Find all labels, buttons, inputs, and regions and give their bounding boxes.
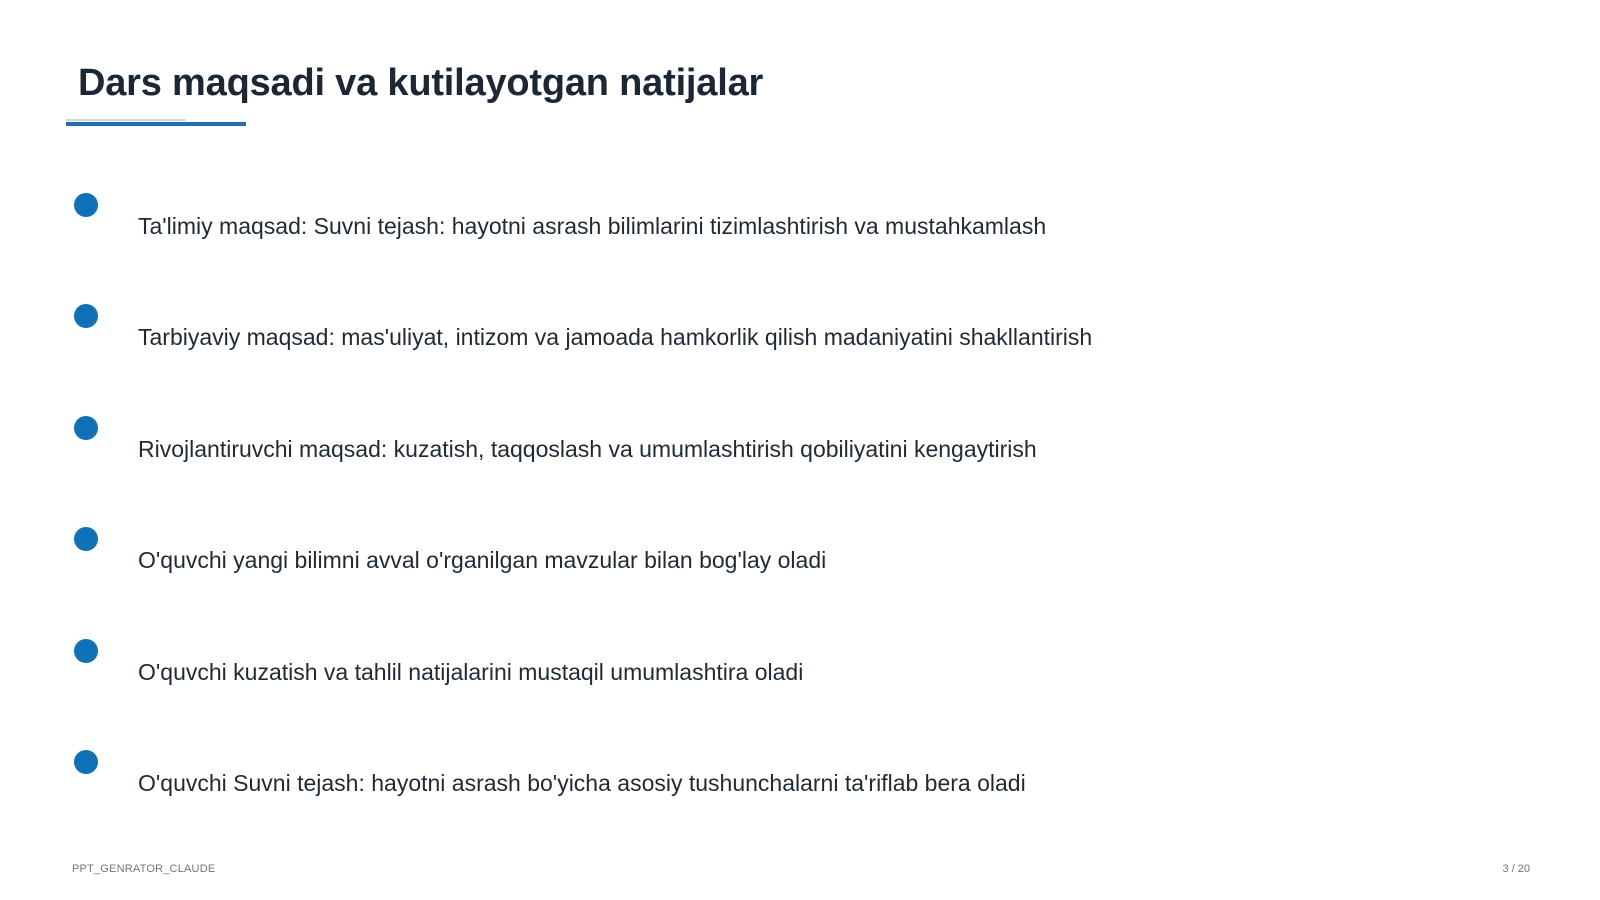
bullet-dot-icon (74, 527, 98, 551)
footer-label: PPT_GENRATOR_CLAUDE (72, 863, 216, 875)
list-item (0, 193, 1600, 253)
list-item-text: Ta'limiy maqsad: Suvni tejash: hayotni asrash bilimlarini tizimlashtirish va mustahkamlash (138, 213, 1047, 239)
page-number: 3 / 20 (1502, 863, 1530, 875)
page-title: Dars maqsadi va kutilayotgan natijalar (78, 62, 764, 104)
list-item-text: O'quvchi Suvni tejash: hayotni asrash bo'yicha asosiy tushunchalarni ta'riflab bera oladi (138, 770, 1026, 796)
bullet-dot-icon (74, 304, 98, 328)
bullet-dot-icon (74, 639, 98, 663)
list-item (0, 639, 1600, 699)
list-item (0, 304, 1600, 364)
bullet-dot-icon (74, 750, 98, 774)
list-item-text: Rivojlantiruvchi maqsad: kuzatish, taqqoslash va umumlashtirish qobiliyatini kengaytirish (138, 436, 1037, 462)
list-item (0, 416, 1600, 476)
list-item-text: Tarbiyaviy maqsad: mas'uliyat, intizom va jamoada hamkorlik qilish madaniyatini shakllantirish (138, 324, 1093, 350)
list-item (0, 750, 1600, 810)
list-item-text: O'quvchi yangi bilimni avval o'rganilgan mavzular bilan bog'lay oladi (138, 547, 827, 573)
bullet-dot-icon (74, 416, 98, 440)
list-item-text: O'quvchi kuzatish va tahlil natijalarini mustaqil umumlashtira oladi (138, 659, 804, 685)
bullet-dot-icon (74, 193, 98, 217)
list-item (0, 527, 1600, 587)
